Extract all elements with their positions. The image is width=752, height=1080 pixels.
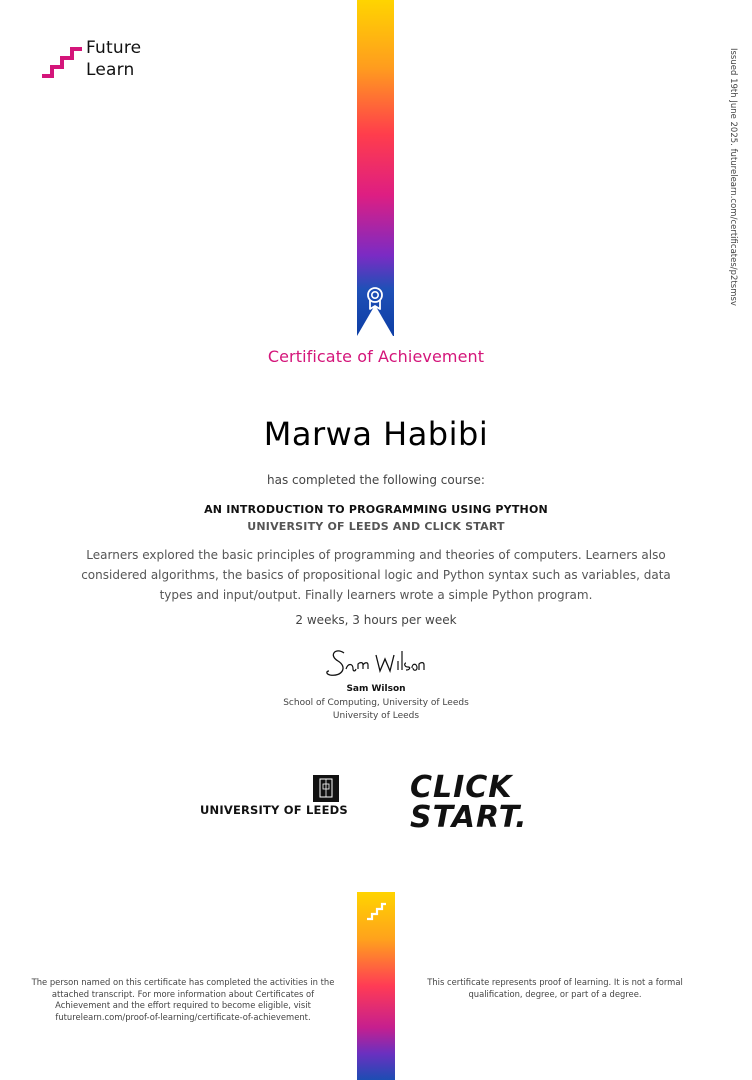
click-start-logo (410, 770, 545, 835)
course-description: Learners explored the basic principles of programming and theories of computers. Learners also considered algorithms, the basics of propositional logic and Python syntax such as variables, data types and input/output. Finally learners wrote a simple Python program. (81, 548, 671, 602)
award-rosette-icon (364, 286, 386, 312)
steps-logo-icon (42, 39, 82, 79)
completed-text: has completed the following course: (267, 473, 485, 487)
course-organisation: UNIVERSITY OF LEEDS AND CLICK START (247, 520, 505, 533)
course-duration: 2 weeks, 3 hours per week (295, 613, 457, 627)
click-start-line-1: CLICK (410, 770, 513, 805)
footer-disclaimer: This certificate represents proof of learning. It is not a formal qualification, degree, or part of a degree. (427, 977, 683, 999)
signatory-institution: University of Leeds (332, 711, 420, 721)
leeds-wordmark: UNIVERSITY OF LEEDS (200, 803, 348, 817)
futurelearn-logo (42, 37, 182, 85)
footer-proof-note: The person named on this certificate has completed the activities in the attached transcript. For more information about Certificates of Achievement and the effort required to become eligible, visit futurelearn.com/proof-of-learning/certificate-of-achievement. (31, 977, 335, 1022)
course-title: AN INTRODUCTION TO PROGRAMMING USING PYTHON (204, 503, 548, 516)
logo-line-2: Learn (86, 60, 135, 80)
recipient-name: Marwa Habibi (263, 415, 489, 453)
logo-wordmark (86, 37, 141, 81)
certificate-title: Certificate of Achievement (267, 347, 485, 366)
click-start-line-2: START. (410, 800, 528, 835)
signatory-department: School of Computing, University of Leeds (283, 698, 469, 708)
leeds-crest-icon (313, 775, 339, 802)
university-of-leeds-logo (200, 775, 348, 820)
logo-line-1: Future (86, 38, 142, 58)
handwritten-signature (320, 643, 430, 683)
steps-logo-icon (365, 897, 387, 921)
signatory-name: Sam Wilson (346, 684, 406, 694)
issue-date-url: Issued 19th June 2025. futurelearn.com/certificates/p2tsmsv (728, 48, 738, 306)
